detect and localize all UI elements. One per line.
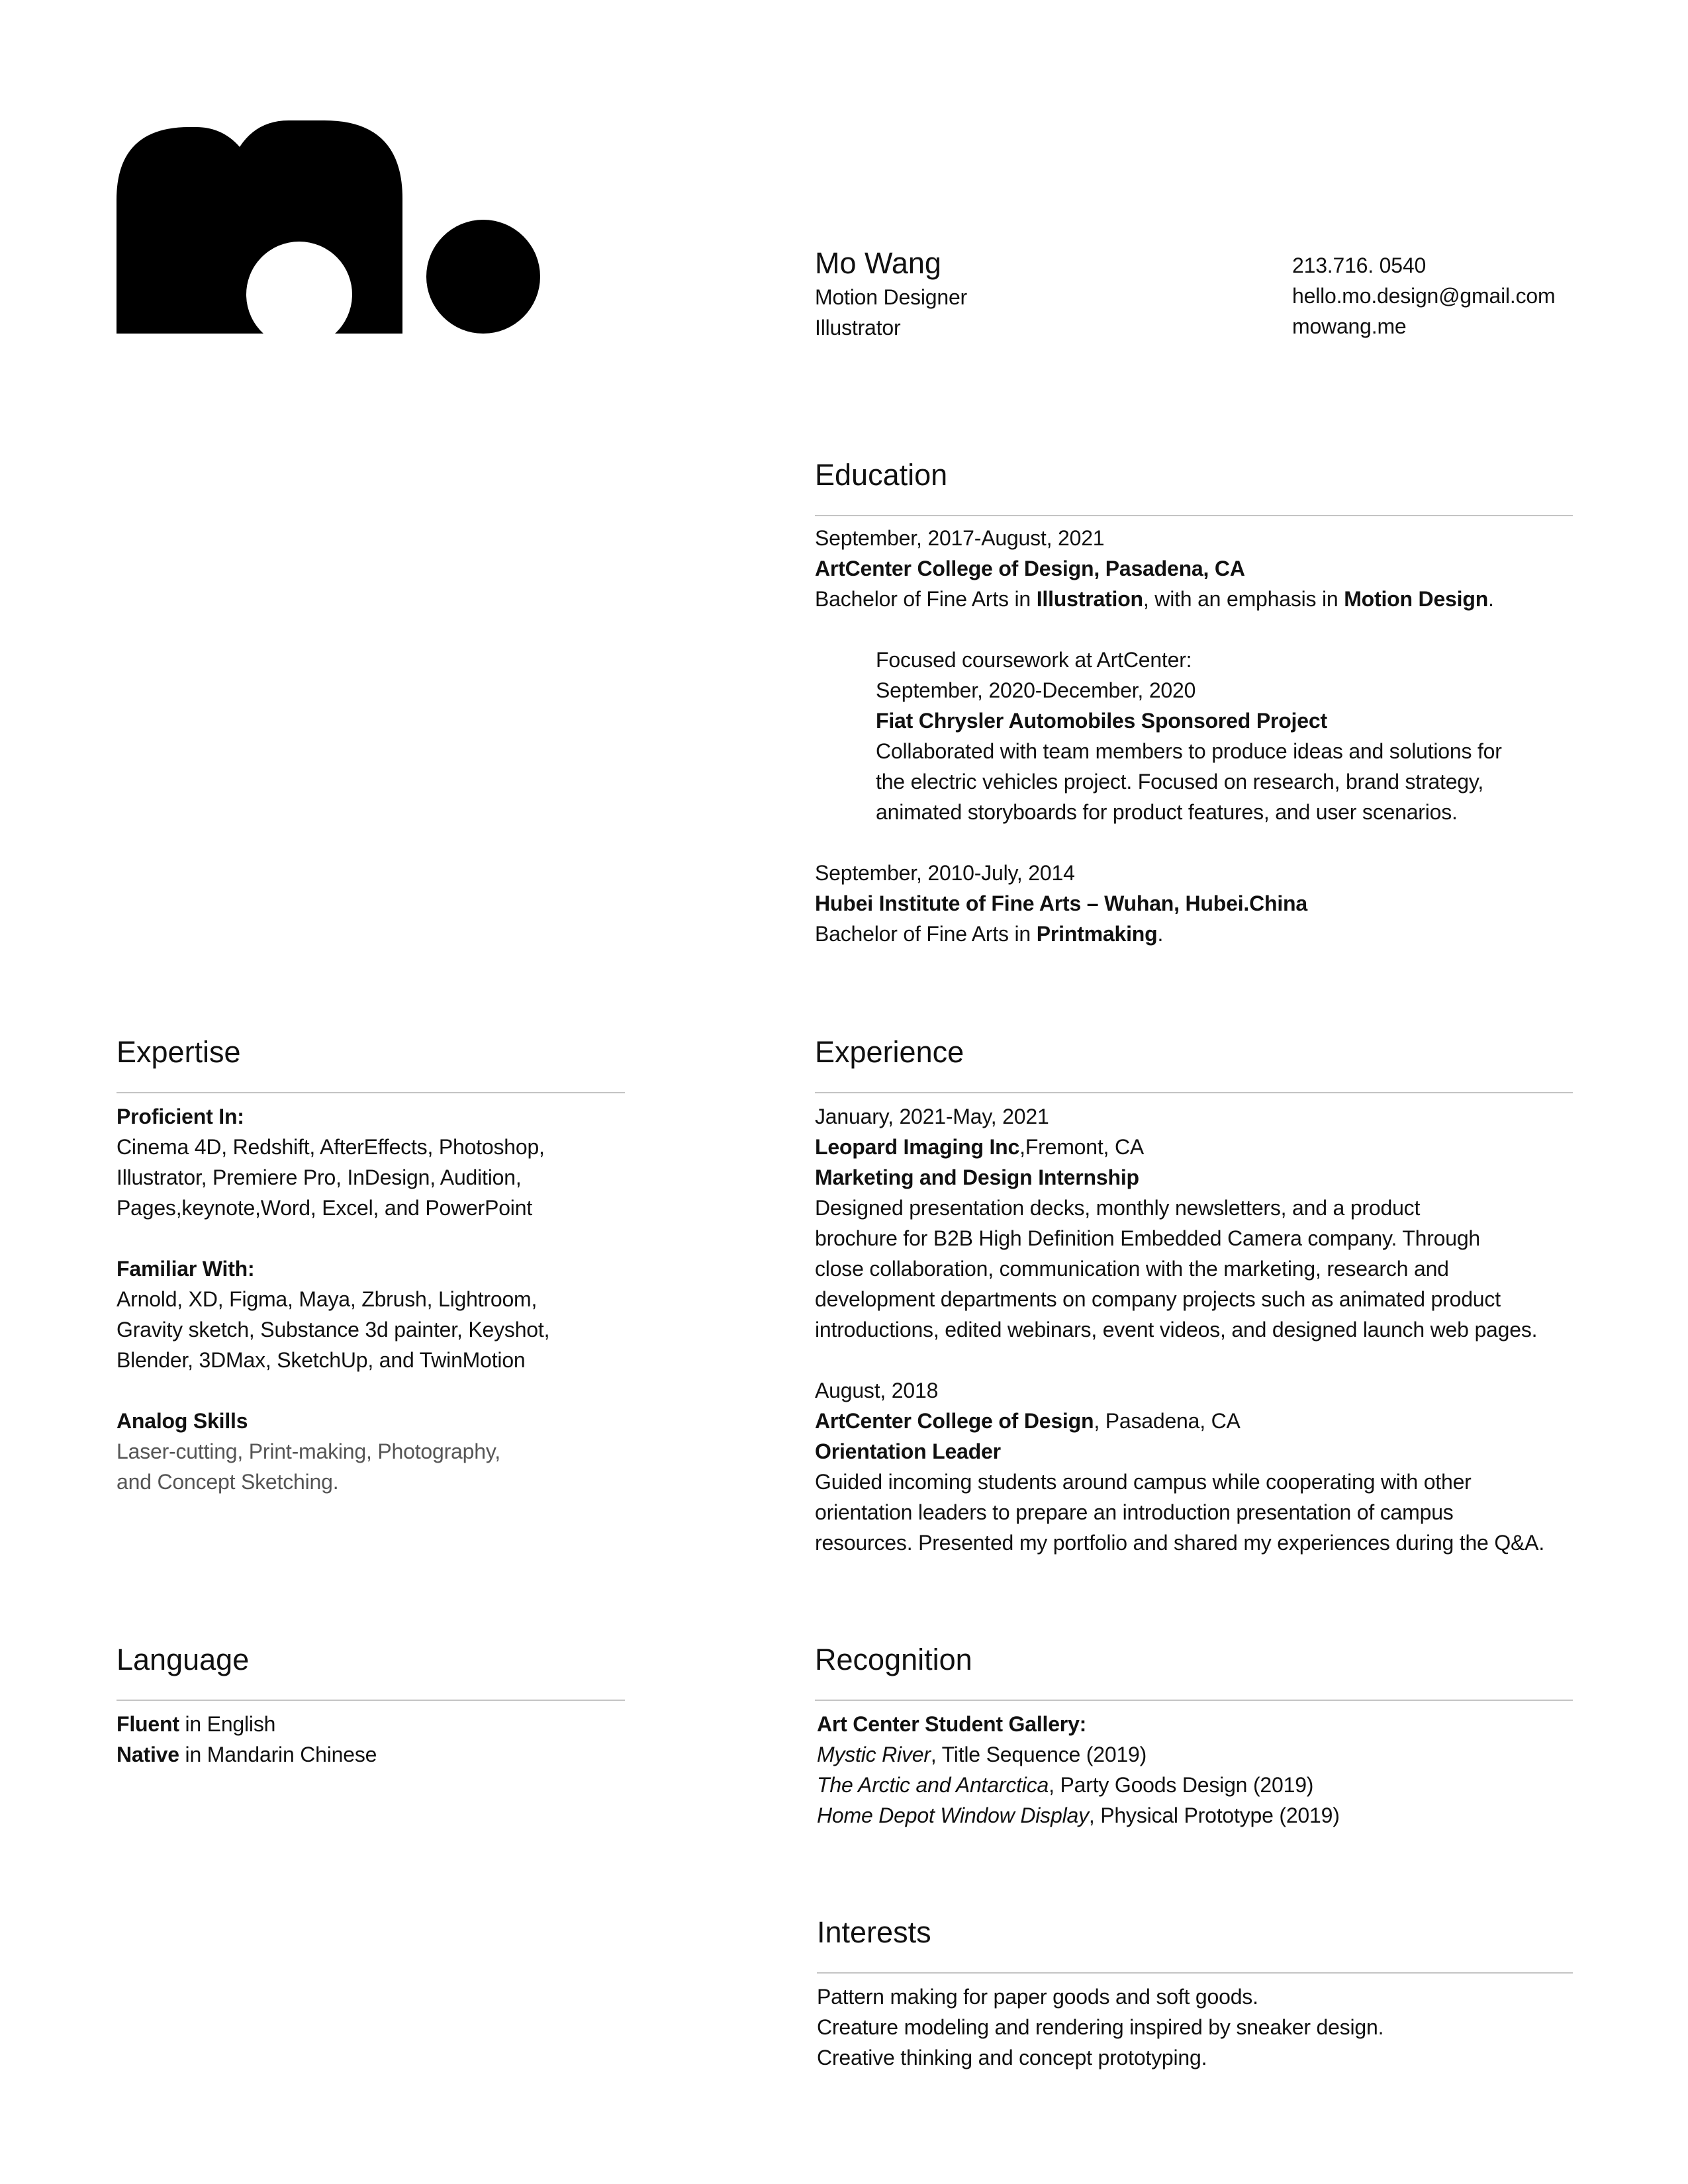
divider: [117, 1092, 625, 1093]
education-school: ArtCenter College of Design, Pasadena, CA: [815, 557, 1245, 580]
experience-description: resources. Presented my portfolio and shared my experiences during the Q&A.: [815, 1531, 1545, 1555]
experience-description: orientation leaders to prepare an introduction presentation of campus: [815, 1500, 1454, 1524]
coursework-description: the electric vehicles project. Focused on research, brand strategy,: [876, 770, 1484, 794]
mo-logo-mark: [117, 120, 540, 334]
experience-entry: [815, 1101, 1583, 1345]
experience-role: Marketing and Design Internship: [815, 1165, 1139, 1189]
logo: [117, 120, 540, 334]
section-heading-recognition: Recognition: [815, 1643, 972, 1676]
experience-description: close collaboration, communication with the marketing, research and: [815, 1257, 1449, 1281]
language-item: Fluent in English: [117, 1712, 276, 1736]
experience-company: ArtCenter College of Design, Pasadena, CA: [815, 1409, 1241, 1433]
divider: [815, 1700, 1573, 1701]
experience-description: introductions, edited webinars, event videos, and designed launch web pages.: [815, 1318, 1538, 1342]
expertise-item-line: Blender, 3DMax, SketchUp, and TwinMotion: [117, 1348, 526, 1372]
education-degree: Bachelor of Fine Arts in Printmaking.: [815, 922, 1164, 946]
coursework-description: Collaborated with team members to produce ideas and solutions for: [876, 739, 1502, 763]
expertise-item-line: Pages,keynote,Word, Excel, and PowerPoint: [117, 1196, 533, 1220]
section-heading-education: Education: [815, 458, 948, 492]
coursework-block: [876, 645, 1577, 827]
education-dates: September, 2017-August, 2021: [815, 526, 1105, 550]
divider: [117, 1700, 625, 1701]
coursework-title: Fiat Chrysler Automobiles Sponsored Project: [876, 709, 1327, 733]
education-dates: September, 2010-July, 2014: [815, 861, 1075, 885]
expertise-group: [117, 1101, 633, 1223]
person-name: Mo Wang: [815, 246, 941, 280]
experience-entry: [815, 1375, 1583, 1558]
expertise-group: [117, 1406, 633, 1497]
experience-description: brochure for B2B High Definition Embedded Camera company. Through: [815, 1226, 1481, 1250]
experience-dates: January, 2021-May, 2021: [815, 1105, 1049, 1128]
divider: [817, 1972, 1573, 1974]
expertise-label: Analog Skills: [117, 1409, 248, 1433]
divider: [815, 1092, 1573, 1093]
language-list: [117, 1709, 633, 1770]
experience-description: Guided incoming students around campus while cooperating with other: [815, 1470, 1472, 1494]
recognition-item: Home Depot Window Display, Physical Prototype (2019): [817, 1803, 1340, 1827]
education-entry: [815, 523, 1576, 614]
experience-description: development departments on company projects such as animated product: [815, 1287, 1501, 1311]
interest-item: Pattern making for paper goods and soft goods.: [817, 1985, 1258, 2009]
expertise-item-line: Illustrator, Premiere Pro, InDesign, Audition,: [117, 1165, 522, 1189]
recognition-list: [817, 1709, 1578, 1831]
interest-item: Creature modeling and rendering inspired by sneaker design.: [817, 2015, 1384, 2039]
expertise-item-line: Gravity sketch, Substance 3d painter, Keyshot,: [117, 1318, 550, 1342]
expertise-item-line: Cinema 4D, Redshift, AfterEffects, Photoshop,: [117, 1135, 545, 1159]
expertise-item-line: Arnold, XD, Figma, Maya, Zbrush, Lightroom,: [117, 1287, 538, 1311]
coursework-dates: September, 2020-December, 2020: [876, 678, 1196, 702]
divider: [815, 515, 1573, 516]
experience-dates: August, 2018: [815, 1379, 939, 1402]
education-degree: Bachelor of Fine Arts in Illustration, with an emphasis in Motion Design.: [815, 587, 1494, 611]
title-line: Illustrator: [815, 316, 901, 340]
experience-company: Leopard Imaging Inc,Fremont, CA: [815, 1135, 1144, 1159]
expertise-item-line: Laser-cutting, Print-making, Photography,: [117, 1439, 500, 1463]
expertise-item-line: and Concept Sketching.: [117, 1470, 339, 1494]
section-heading-language: Language: [117, 1643, 250, 1676]
recognition-item: The Arctic and Antarctica, Party Goods Design (2019): [817, 1773, 1314, 1797]
education-entry: [815, 858, 1576, 949]
header-identity: [815, 245, 967, 343]
recognition-label: Art Center Student Gallery:: [817, 1712, 1087, 1736]
section-heading-experience: Experience: [815, 1035, 964, 1069]
logo-letter-m: [117, 120, 402, 334]
logo-dot: [426, 220, 540, 334]
phone-number: 213.716. 0540: [1292, 253, 1427, 277]
interest-item: Creative thinking and concept prototyping.: [817, 2046, 1207, 2070]
language-item: Native in Mandarin Chinese: [117, 1743, 377, 1766]
title-line: Motion Designer: [815, 285, 968, 309]
expertise-label: Familiar With:: [117, 1257, 255, 1281]
interests-list: [817, 1981, 1578, 2073]
experience-role: Orientation Leader: [815, 1439, 1001, 1463]
recognition-item: Mystic River, Title Sequence (2019): [817, 1743, 1147, 1766]
coursework-description: animated storyboards for product features, and user scenarios.: [876, 800, 1458, 824]
experience-description: Designed presentation decks, monthly newsletters, and a product: [815, 1196, 1421, 1220]
expertise-group: [117, 1253, 633, 1375]
email-link[interactable]: hello.mo.design@gmail.com: [1292, 284, 1556, 308]
expertise-label: Proficient In:: [117, 1105, 244, 1128]
coursework-intro: Focused coursework at ArtCenter:: [876, 648, 1192, 672]
contact-block: [1292, 250, 1555, 341]
education-school: Hubei Institute of Fine Arts – Wuhan, Hubei.China: [815, 891, 1307, 915]
section-heading-expertise: Expertise: [117, 1035, 241, 1069]
section-heading-interests: Interests: [817, 1915, 931, 1949]
website-link[interactable]: mowang.me: [1292, 314, 1407, 338]
